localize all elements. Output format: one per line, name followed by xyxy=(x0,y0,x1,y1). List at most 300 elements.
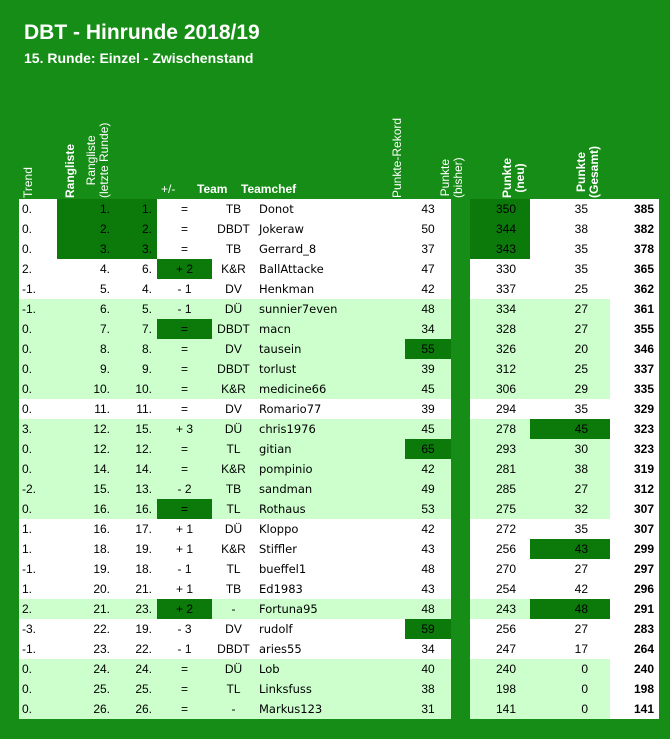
prev-rank-cell: 7. xyxy=(112,319,157,339)
teamchef-cell: gitian xyxy=(255,439,405,459)
neu-cell: 0 xyxy=(530,699,610,719)
gesamt-cell: 198 xyxy=(610,679,659,699)
gesamt-cell: 337 xyxy=(610,359,659,379)
delta-cell: = xyxy=(157,399,212,419)
rank-cell: 4. xyxy=(57,259,112,279)
delta-cell: + 1 xyxy=(157,539,212,559)
prev-rank-cell: 22. xyxy=(112,639,157,659)
prev-rank-cell: 18. xyxy=(112,559,157,579)
rank-cell: 12. xyxy=(57,439,112,459)
rekord-cell: 37 xyxy=(405,239,451,259)
team-cell: K&R xyxy=(212,539,255,559)
neu-cell: 35 xyxy=(530,239,610,259)
bisher-cell: 141 xyxy=(470,699,530,719)
bisher-cell: 256 xyxy=(470,619,530,639)
gesamt-cell: 335 xyxy=(610,379,659,399)
neu-cell: 0 xyxy=(530,679,610,699)
rekord-cell: 45 xyxy=(405,379,451,399)
prev-rank-cell: 19. xyxy=(112,619,157,639)
gesamt-cell: 362 xyxy=(610,279,659,299)
gap-cell xyxy=(451,419,470,439)
table-row xyxy=(19,579,654,599)
trend-cell: 0. xyxy=(19,439,57,459)
delta-cell: = xyxy=(157,359,212,379)
prev-rank-cell: 15. xyxy=(112,419,157,439)
page-title: DBT - Hinrunde 2018/19 xyxy=(24,21,260,44)
rank-cell: 6. xyxy=(57,299,112,319)
team-cell: - xyxy=(212,599,255,619)
table-row xyxy=(19,499,654,519)
table-row xyxy=(19,459,654,479)
delta-cell: - 1 xyxy=(157,279,212,299)
delta-cell: + 2 xyxy=(157,259,212,279)
gap-cell xyxy=(451,259,470,279)
team-cell: DÜ xyxy=(212,659,255,679)
rekord-cell: 42 xyxy=(405,519,451,539)
delta-cell: = xyxy=(157,199,212,219)
delta-cell: = xyxy=(157,499,212,519)
neu-cell: 35 xyxy=(530,199,610,219)
gesamt-cell: 323 xyxy=(610,439,659,459)
bisher-cell: 326 xyxy=(470,339,530,359)
team-cell: DBDT xyxy=(212,219,255,239)
gesamt-cell: 307 xyxy=(610,499,659,519)
bisher-cell: 198 xyxy=(470,679,530,699)
teamchef-cell: torlust xyxy=(255,359,405,379)
trend-cell: 0. xyxy=(19,699,57,719)
delta-cell: = xyxy=(157,659,212,679)
delta-cell: = xyxy=(157,439,212,459)
trend-cell: 0. xyxy=(19,239,57,259)
gap-cell xyxy=(451,499,470,519)
gap-cell xyxy=(451,659,470,679)
delta-cell: = xyxy=(157,699,212,719)
gap-cell xyxy=(451,379,470,399)
rank-cell: 9. xyxy=(57,359,112,379)
gesamt-cell: 382 xyxy=(610,219,659,239)
table-row xyxy=(19,479,654,499)
neu-cell: 38 xyxy=(530,219,610,239)
teamchef-cell: Linksfuss xyxy=(255,679,405,699)
teamchef-cell: Kloppo xyxy=(255,519,405,539)
header-teamchef: Teamchef xyxy=(241,182,297,196)
rank-cell: 5. xyxy=(57,279,112,299)
gesamt-cell: 299 xyxy=(610,539,659,559)
table-row xyxy=(19,639,654,659)
team-cell: TB xyxy=(212,479,255,499)
teamchef-cell: sandman xyxy=(255,479,405,499)
prev-rank-cell: 21. xyxy=(112,579,157,599)
bisher-cell: 343 xyxy=(470,239,530,259)
prev-rank-cell: 8. xyxy=(112,339,157,359)
trend-cell: 0. xyxy=(19,679,57,699)
page-subtitle: 15. Runde: Einzel - Zwischenstand xyxy=(24,50,254,66)
team-cell: DBDT xyxy=(212,639,255,659)
table-row xyxy=(19,259,654,279)
neu-cell: 43 xyxy=(530,539,610,559)
team-cell: DV xyxy=(212,619,255,639)
teamchef-cell: pompinio xyxy=(255,459,405,479)
gesamt-cell: 240 xyxy=(610,659,659,679)
rekord-cell: 39 xyxy=(405,359,451,379)
team-cell: DÜ xyxy=(212,299,255,319)
teamchef-cell: Stiffler xyxy=(255,539,405,559)
gesamt-cell: 264 xyxy=(610,639,659,659)
bisher-cell: 272 xyxy=(470,519,530,539)
prev-rank-cell: 10. xyxy=(112,379,157,399)
neu-cell: 42 xyxy=(530,579,610,599)
rank-cell: 19. xyxy=(57,559,112,579)
rank-cell: 25. xyxy=(57,679,112,699)
bisher-cell: 240 xyxy=(470,659,530,679)
gap-cell xyxy=(451,439,470,459)
table-row xyxy=(19,699,654,719)
table-row xyxy=(19,219,654,239)
header-team: Team xyxy=(197,182,228,196)
table-row xyxy=(19,319,654,339)
gap-cell xyxy=(451,559,470,579)
team-cell: DÜ xyxy=(212,519,255,539)
team-cell: TB xyxy=(212,579,255,599)
gesamt-cell: 283 xyxy=(610,619,659,639)
delta-cell: - 1 xyxy=(157,299,212,319)
prev-rank-cell: 12. xyxy=(112,439,157,459)
neu-cell: 17 xyxy=(530,639,610,659)
neu-cell: 35 xyxy=(530,399,610,419)
gap-cell xyxy=(451,639,470,659)
delta-cell: = xyxy=(157,219,212,239)
neu-cell: 20 xyxy=(530,339,610,359)
delta-cell: = xyxy=(157,379,212,399)
rekord-cell: 42 xyxy=(405,279,451,299)
table-row xyxy=(19,599,654,619)
trend-cell: 0. xyxy=(19,319,57,339)
rekord-cell: 48 xyxy=(405,559,451,579)
table-row xyxy=(19,239,654,259)
gap-cell xyxy=(451,459,470,479)
teamchef-cell: Fortuna95 xyxy=(255,599,405,619)
gap-cell xyxy=(451,519,470,539)
delta-cell: + 2 xyxy=(157,599,212,619)
rank-cell: 15. xyxy=(57,479,112,499)
table-row xyxy=(19,519,654,539)
neu-cell: 27 xyxy=(530,619,610,639)
team-cell: DBDT xyxy=(212,359,255,379)
gesamt-cell: 361 xyxy=(610,299,659,319)
teamchef-cell: Donot xyxy=(255,199,405,219)
delta-cell: = xyxy=(157,319,212,339)
team-cell: DV xyxy=(212,279,255,299)
trend-cell: 1. xyxy=(19,539,57,559)
trend-cell: 1. xyxy=(19,579,57,599)
bisher-cell: 334 xyxy=(470,299,530,319)
teamchef-cell: BallAttacke xyxy=(255,259,405,279)
rekord-cell: 55 xyxy=(405,339,451,359)
table-row xyxy=(19,379,654,399)
trend-cell: 0. xyxy=(19,379,57,399)
rank-cell: 24. xyxy=(57,659,112,679)
prev-rank-cell: 4. xyxy=(112,279,157,299)
trend-cell: -1. xyxy=(19,639,57,659)
delta-cell: + 1 xyxy=(157,579,212,599)
table-row xyxy=(19,539,654,559)
prev-rank-cell: 17. xyxy=(112,519,157,539)
teamchef-cell: Markus123 xyxy=(255,699,405,719)
rekord-cell: 45 xyxy=(405,419,451,439)
teamchef-cell: sunnier7even xyxy=(255,299,405,319)
team-cell: DBDT xyxy=(212,319,255,339)
neu-cell: 35 xyxy=(530,259,610,279)
table-row xyxy=(19,199,654,219)
rank-cell: 1. xyxy=(57,199,112,219)
trend-cell: -2. xyxy=(19,479,57,499)
team-cell: DV xyxy=(212,399,255,419)
rekord-cell: 59 xyxy=(405,619,451,639)
gap-cell xyxy=(451,239,470,259)
bisher-cell: 275 xyxy=(470,499,530,519)
gap-cell xyxy=(451,299,470,319)
prev-rank-cell: 26. xyxy=(112,699,157,719)
gesamt-cell: 307 xyxy=(610,519,659,539)
trend-cell: -1. xyxy=(19,559,57,579)
table-row xyxy=(19,299,654,319)
team-cell: TL xyxy=(212,499,255,519)
table-row xyxy=(19,279,654,299)
team-cell: K&R xyxy=(212,379,255,399)
trend-cell: 2. xyxy=(19,599,57,619)
team-cell: - xyxy=(212,699,255,719)
gap-cell xyxy=(451,599,470,619)
team-cell: DÜ xyxy=(212,419,255,439)
bisher-cell: 256 xyxy=(470,539,530,559)
rekord-cell: 40 xyxy=(405,659,451,679)
trend-cell: -3. xyxy=(19,619,57,639)
delta-cell: + 3 xyxy=(157,419,212,439)
teamchef-cell: aries55 xyxy=(255,639,405,659)
rank-cell: 18. xyxy=(57,539,112,559)
gap-cell xyxy=(451,479,470,499)
trend-cell: -1. xyxy=(19,279,57,299)
teamchef-cell: tausein xyxy=(255,339,405,359)
neu-cell: 27 xyxy=(530,479,610,499)
gesamt-cell: 385 xyxy=(610,199,659,219)
gesamt-cell: 296 xyxy=(610,579,659,599)
gesamt-cell: 346 xyxy=(610,339,659,359)
delta-cell: - 2 xyxy=(157,479,212,499)
neu-cell: 27 xyxy=(530,559,610,579)
neu-cell: 38 xyxy=(530,459,610,479)
team-cell: TB xyxy=(212,239,255,259)
neu-cell: 25 xyxy=(530,279,610,299)
gesamt-cell: 297 xyxy=(610,559,659,579)
trend-cell: 0. xyxy=(19,459,57,479)
rekord-cell: 43 xyxy=(405,579,451,599)
teamchef-cell: macn xyxy=(255,319,405,339)
prev-rank-cell: 14. xyxy=(112,459,157,479)
table-row xyxy=(19,619,654,639)
team-cell: DV xyxy=(212,339,255,359)
teamchef-cell: chris1976 xyxy=(255,419,405,439)
trend-cell: 3. xyxy=(19,419,57,439)
gap-cell xyxy=(451,579,470,599)
prev-rank-cell: 16. xyxy=(112,499,157,519)
rank-cell: 20. xyxy=(57,579,112,599)
neu-cell: 30 xyxy=(530,439,610,459)
rank-cell: 14. xyxy=(57,459,112,479)
rekord-cell: 47 xyxy=(405,259,451,279)
bisher-cell: 306 xyxy=(470,379,530,399)
trend-cell: 2. xyxy=(19,259,57,279)
gap-cell xyxy=(451,279,470,299)
team-cell: TB xyxy=(212,199,255,219)
bisher-cell: 337 xyxy=(470,279,530,299)
standings-sheet: DBT - Hinrunde 2018/19 15. Runde: Einzel - Zwischenstand Trend Rangliste Rangliste (letzte Runde) +/- Team Teamchef Punkte-Rekord Punkte (bisher) Punkte (neu) Punkte (Gesamt) 0. 1. 1. = TB Donot 43 350 35 385 0. 2. 2. = DBDT Jokeraw 50 344 38 382 0. 3. 3. = TB Gerrard_8 37 343 35 378 2. 4. 6. + 2 K&R BallAttacke 47 330 35 365 -1. 5. 4. - 1 DV Henkman 42 337 25 362 -1. 6. 5. - 1 DÜ sunnier7even 48 334 27 361 0. 7. 7. = DBDT macn 34 328 27 355 0. 8. 8. = DV tausein 55 326 20 346 0. 9. 9. = DBDT torlust 39 312 25 337 0. 10. 10. = K&R medicine66 45 306 29 335 0. 11. 11. = DV Romario77 39 294 35 329 3. 12. 15. + 3 DÜ chris1976 45 278 45 323 0. 12. 12. = TL gitian 65 293 30 323 0. 14. 14. = K&R pompinio 42 281 38 319 -2. 15. 13. - 2 TB sandman 49 285 27 312 0. 16. 16. = TL Rothaus 53 275 32 307 1. 16. 17. + 1 DÜ Kloppo 42 272 35 307 1. 18. 19. + 1 K&R Stiffler 43 256 43 299 -1. 19. 18. - 1 TL bueffel1 48 270 27 297 1. 20. 21. + 1 TB Ed1983 43 254 42 296 2. 21. 23. + 2 - Fortuna95 48 243 48 291 -3. 22. 19. - 3 DV rudolf 59 256 27 283 -1. 23. 22. - 1 DBDT aries55 34 247 17 264 0. 24. 24. = DÜ Lob 40 240 0 240 0. 25. 25. = TL Linksfuss 38 198 0 198 0. 26. 26. = - Markus123 31 141 0 141 xyxy=(0,0,670,739)
rank-cell: 3. xyxy=(57,239,112,259)
gap-cell xyxy=(451,339,470,359)
gap-cell xyxy=(451,699,470,719)
gesamt-cell: 312 xyxy=(610,479,659,499)
trend-cell: 0. xyxy=(19,399,57,419)
table-row xyxy=(19,419,654,439)
delta-cell: - 1 xyxy=(157,559,212,579)
gap-cell xyxy=(451,319,470,339)
neu-cell: 25 xyxy=(530,359,610,379)
bisher-cell: 293 xyxy=(470,439,530,459)
gap-cell xyxy=(451,539,470,559)
gesamt-cell: 378 xyxy=(610,239,659,259)
table-row xyxy=(19,659,654,679)
bisher-cell: 294 xyxy=(470,399,530,419)
rekord-cell: 42 xyxy=(405,459,451,479)
header-delta: +/- xyxy=(161,182,176,196)
rekord-cell: 34 xyxy=(405,319,451,339)
prev-rank-cell: 3. xyxy=(112,239,157,259)
delta-cell: - 1 xyxy=(157,639,212,659)
bisher-cell: 312 xyxy=(470,359,530,379)
trend-cell: 0. xyxy=(19,219,57,239)
delta-cell: - 3 xyxy=(157,619,212,639)
rekord-cell: 50 xyxy=(405,219,451,239)
team-cell: K&R xyxy=(212,459,255,479)
teamchef-cell: rudolf xyxy=(255,619,405,639)
gesamt-cell: 141 xyxy=(610,699,659,719)
rekord-cell: 43 xyxy=(405,199,451,219)
rekord-cell: 43 xyxy=(405,539,451,559)
table-row xyxy=(19,679,654,699)
team-cell: TL xyxy=(212,439,255,459)
prev-rank-cell: 5. xyxy=(112,299,157,319)
table-row xyxy=(19,399,654,419)
rekord-cell: 49 xyxy=(405,479,451,499)
neu-cell: 32 xyxy=(530,499,610,519)
bisher-cell: 278 xyxy=(470,419,530,439)
rank-cell: 10. xyxy=(57,379,112,399)
bisher-cell: 330 xyxy=(470,259,530,279)
gesamt-cell: 291 xyxy=(610,599,659,619)
gap-cell xyxy=(451,399,470,419)
prev-rank-cell: 19. xyxy=(112,539,157,559)
rekord-cell: 38 xyxy=(405,679,451,699)
bisher-cell: 247 xyxy=(470,639,530,659)
rekord-cell: 48 xyxy=(405,299,451,319)
rekord-cell: 65 xyxy=(405,439,451,459)
bisher-cell: 350 xyxy=(470,199,530,219)
gap-cell xyxy=(451,199,470,219)
gesamt-cell: 355 xyxy=(610,319,659,339)
gesamt-cell: 365 xyxy=(610,259,659,279)
teamchef-cell: bueffel1 xyxy=(255,559,405,579)
delta-cell: = xyxy=(157,679,212,699)
rekord-cell: 31 xyxy=(405,699,451,719)
trend-cell: 0. xyxy=(19,659,57,679)
rekord-cell: 34 xyxy=(405,639,451,659)
gap-cell xyxy=(451,359,470,379)
neu-cell: 29 xyxy=(530,379,610,399)
rank-cell: 2. xyxy=(57,219,112,239)
bisher-cell: 281 xyxy=(470,459,530,479)
trend-cell: 0. xyxy=(19,359,57,379)
trend-cell: -1. xyxy=(19,299,57,319)
teamchef-cell: Henkman xyxy=(255,279,405,299)
teamchef-cell: Gerrard_8 xyxy=(255,239,405,259)
teamchef-cell: Ed1983 xyxy=(255,579,405,599)
prev-rank-cell: 6. xyxy=(112,259,157,279)
teamchef-cell: Lob xyxy=(255,659,405,679)
team-cell: TL xyxy=(212,559,255,579)
prev-rank-cell: 2. xyxy=(112,219,157,239)
neu-cell: 27 xyxy=(530,319,610,339)
trend-cell: 1. xyxy=(19,519,57,539)
team-cell: K&R xyxy=(212,259,255,279)
bisher-cell: 285 xyxy=(470,479,530,499)
rank-cell: 16. xyxy=(57,499,112,519)
teamchef-cell: Rothaus xyxy=(255,499,405,519)
neu-cell: 48 xyxy=(530,599,610,619)
gesamt-cell: 329 xyxy=(610,399,659,419)
rekord-cell: 39 xyxy=(405,399,451,419)
prev-rank-cell: 24. xyxy=(112,659,157,679)
trend-cell: 0. xyxy=(19,199,57,219)
rekord-cell: 53 xyxy=(405,499,451,519)
rank-cell: 26. xyxy=(57,699,112,719)
prev-rank-cell: 23. xyxy=(112,599,157,619)
table-row xyxy=(19,359,654,379)
neu-cell: 27 xyxy=(530,299,610,319)
teamchef-cell: medicine66 xyxy=(255,379,405,399)
prev-rank-cell: 1. xyxy=(112,199,157,219)
table-row xyxy=(19,339,654,359)
prev-rank-cell: 11. xyxy=(112,399,157,419)
gesamt-cell: 319 xyxy=(610,459,659,479)
rekord-cell: 48 xyxy=(405,599,451,619)
bisher-cell: 254 xyxy=(470,579,530,599)
bisher-cell: 243 xyxy=(470,599,530,619)
prev-rank-cell: 25. xyxy=(112,679,157,699)
trend-cell: 0. xyxy=(19,499,57,519)
rank-cell: 21. xyxy=(57,599,112,619)
rank-cell: 12. xyxy=(57,419,112,439)
rank-cell: 22. xyxy=(57,619,112,639)
gesamt-cell: 323 xyxy=(610,419,659,439)
gap-cell xyxy=(451,679,470,699)
rank-cell: 16. xyxy=(57,519,112,539)
neu-cell: 45 xyxy=(530,419,610,439)
table-row xyxy=(19,559,654,579)
bisher-cell: 328 xyxy=(470,319,530,339)
delta-cell: = xyxy=(157,459,212,479)
neu-cell: 0 xyxy=(530,659,610,679)
rank-cell: 11. xyxy=(57,399,112,419)
